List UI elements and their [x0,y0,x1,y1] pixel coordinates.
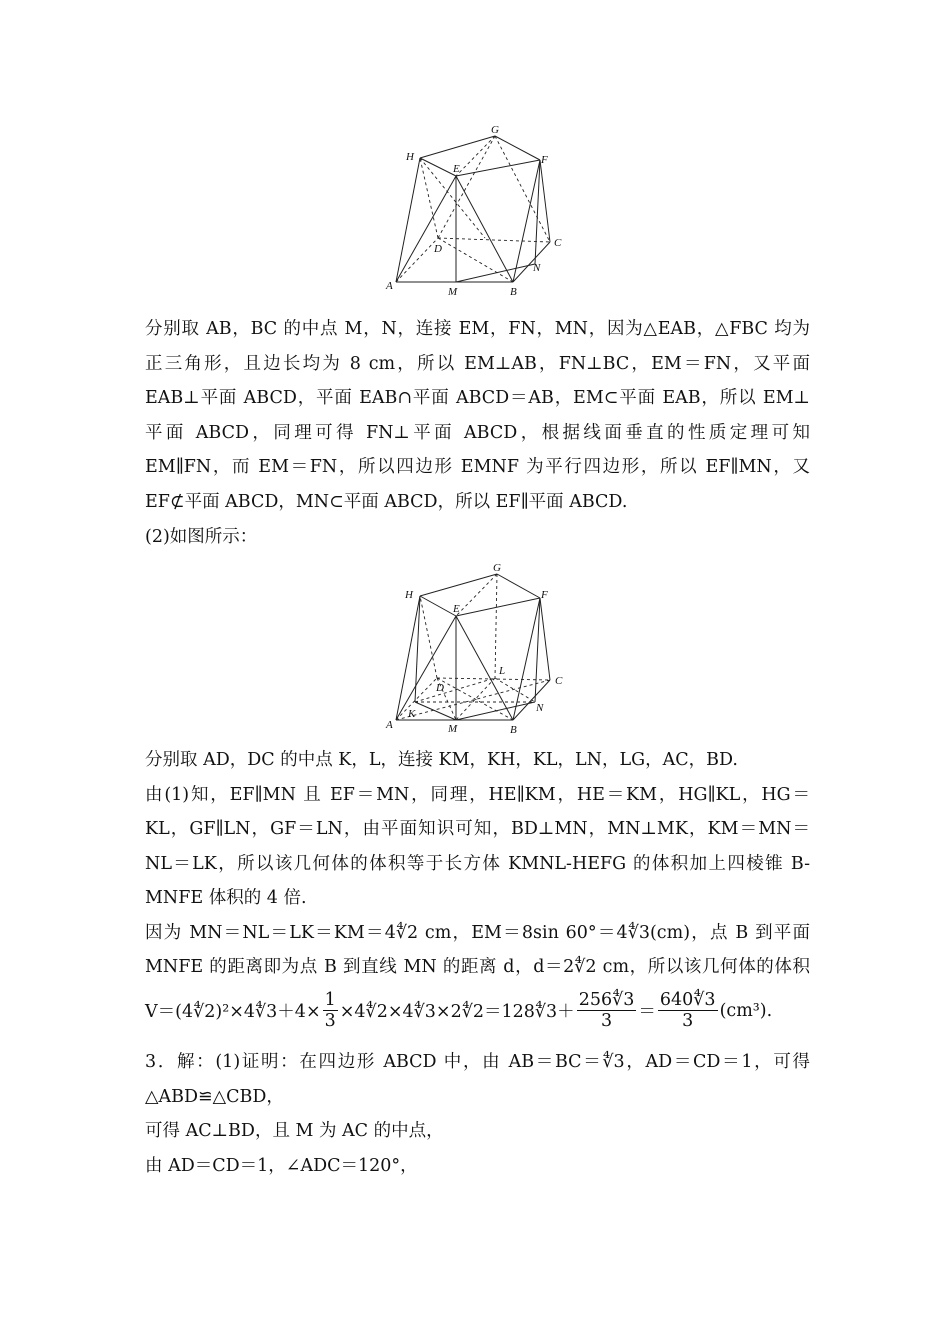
text-line: NL＝LK，所以该几何体的体积等于长方体 KMNL-HEFG 的体积加上四棱锥 B- [145,853,810,874]
fig1-label-h: H [406,151,414,163]
fig2-label-h: H [405,589,413,601]
fraction-denominator: 3 [600,1011,613,1031]
fig1-label-b: B [510,286,517,298]
problem-3-text [145,1045,810,1183]
fig2-label-m: M [448,723,458,735]
part2-heading [145,520,810,555]
proof-part2-text [145,743,810,985]
text-line: 分别取 AD，DC 的中点 K，L，连接 KM，KH，KL，LN，LG，AC，BD. [145,750,738,770]
text-line: EM∥FN，而 EM＝FN，所以四边形 EMNF 为平行四边形，所以 EF∥MN，又 [145,457,810,477]
text-line: 由(1)知，EF∥MN 且 EF＝MN，同理，HE∥KM，HE＝KM，HG∥KL，HG＝ [145,784,810,805]
fig2-label-f: F [541,589,548,601]
fig2-label-d: D [436,682,444,694]
figure-2-svg [375,560,575,735]
fig2-label-g: G [493,562,501,574]
text-line: (2)如图所示： [145,527,258,547]
fraction-one-third [323,990,338,1031]
fraction-256 [577,990,637,1031]
fig2-label-a: A [386,719,393,731]
fig1-label-a: A [386,280,393,292]
text-line: 平面 ABCD，同理可得 FN⊥平面 ABCD，根据线面垂直的性质定理可知 [145,422,810,443]
volume-formula [145,990,810,1040]
text-line: KL，GF∥LN，GF＝LN，由平面知识可知，BD⊥MN，MN⊥MK，KM＝MN＝ [145,819,810,839]
text-line: 由 AD＝CD＝1，∠ADC＝120°， [145,1155,418,1176]
fig2-label-l: L [499,665,506,677]
text-line: 可得 AC⊥BD，且 M 为 AC 的中点， [145,1121,444,1141]
formula-middle: ×4∜2×4∜3×2∜2＝128∜3＋ [339,1002,575,1022]
text-line: EAB⊥平面 ABCD，平面 EAB∩平面 ABCD＝AB，EM⊂平面 EAB，所以 EM⊥ [145,388,810,408]
fraction-640 [658,990,718,1031]
fraction-numerator: 640∜3 [659,990,716,1010]
fig2-label-k: K [408,708,416,720]
proof-part1-text [145,312,810,519]
figure-1 [375,118,575,303]
fig1-label-d: D [434,243,442,255]
fraction-denominator: 3 [682,1011,694,1031]
figure-1-svg [375,118,575,303]
formula-suffix: (cm³). [719,1000,773,1021]
text-line: 分别取 AB，BC 的中点 M，N，连接 EM，FN，MN，因为△EAB，△FBC 均为 [145,319,810,339]
text-line: EF⊄平面 ABCD，MN⊂平面 ABCD，所以 EF∥平面 ABCD. [145,491,628,512]
fig2-label-c: C [555,675,563,687]
fraction-numerator: 256∜3 [578,990,635,1010]
fraction-denominator: 3 [324,1011,336,1031]
fig1-label-g: G [491,124,499,136]
fig1-label-e: E [453,163,460,175]
figure-2 [375,560,575,735]
fig1-label-f: F [541,154,548,166]
text-line: MNFE 体积的 4 倍. [145,888,307,908]
fig2-label-e: E [453,603,460,615]
text-line: 正三角形，且边长均为 8 cm，所以 EM⊥AB，FN⊥BC，EM＝FN，又平面 [145,353,810,374]
formula-equals: ＝ [638,1002,656,1022]
formula-prefix: V＝(4∜2)²×4∜3＋4× [145,1002,321,1022]
fig1-label-m: M [448,286,458,298]
fig2-label-b: B [510,724,517,735]
text-line: MNFE 的距离即为点 B 到直线 MN 的距离 d，d＝2∜2 cm，所以该几何体的体积 [145,957,810,977]
text-line: △ABD≌△CBD， [145,1086,284,1107]
fraction-numerator: 1 [324,990,336,1010]
text-line: 3．解：(1)证明：在四边形 ABCD 中，由 AB＝BC＝∜3，AD＝CD＝1，可得 [145,1052,810,1072]
fig1-label-n: N [533,262,541,274]
fig2-label-n: N [536,702,544,714]
text-line: 因为 MN＝NL＝LK＝KM＝4∜2 cm，EM＝8sin 60°＝4∜3(cm)，点 B 到平面 [145,922,810,943]
fig1-label-c: C [554,237,562,249]
